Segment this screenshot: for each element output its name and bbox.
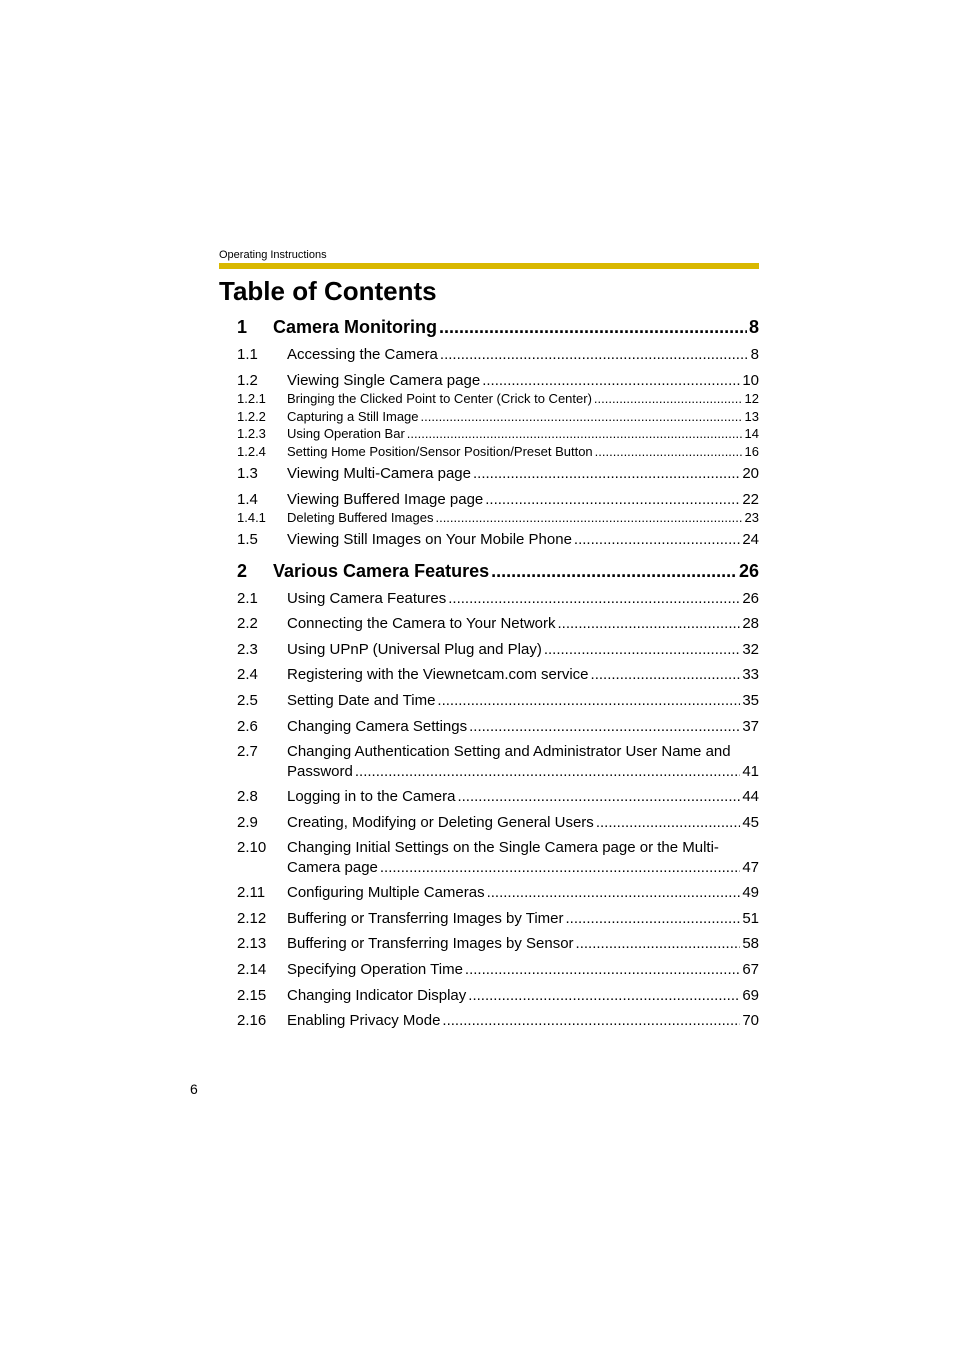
toc-entry[interactable] (237, 346, 759, 363)
chapter-number: 1 (237, 317, 248, 337)
entry-page: 28 (742, 615, 759, 632)
entry-number: 1.4.1 (237, 510, 266, 525)
dot-leader (594, 391, 743, 406)
entry-title: Configuring Multiple Cameras (287, 884, 485, 901)
dot-leader (469, 718, 740, 735)
entry-title: Enabling Privacy Mode (287, 1012, 441, 1029)
running-header: Operating Instructions (219, 249, 327, 261)
entry-number: 1.1 (237, 346, 258, 363)
dot-leader (574, 531, 740, 548)
dot-leader (465, 961, 740, 978)
dot-leader (482, 372, 740, 389)
entry-title: Using Camera Features (287, 590, 447, 607)
toc-subentry[interactable] (237, 409, 759, 424)
entry-title: Viewing Still Images on Your Mobile Phone (287, 531, 572, 548)
entry-number: 1.2.2 (237, 409, 266, 424)
dot-leader (407, 426, 743, 441)
toc-entry[interactable] (237, 615, 759, 632)
toc-subentry[interactable] (237, 391, 759, 406)
toc-entry[interactable] (237, 491, 759, 508)
toc-entry[interactable] (237, 718, 759, 735)
entry-title-line2: Password (287, 763, 353, 780)
entry-page: 32 (742, 641, 759, 658)
chapter-number: 2 (237, 561, 248, 581)
toc-entry[interactable] (237, 910, 759, 927)
entry-number: 2.12 (237, 910, 267, 927)
entry-page: 49 (742, 884, 759, 901)
toc-entry[interactable] (237, 372, 759, 389)
entry-page: 12 (744, 391, 759, 406)
entry-title: Specifying Operation Time (287, 961, 463, 978)
toc-entry[interactable] (237, 1012, 759, 1029)
entry-title: Changing Indicator Display (287, 987, 467, 1004)
toc-entry[interactable] (237, 814, 759, 831)
chapter-title: Various Camera Features (273, 561, 490, 581)
entry-number: 2.11 (237, 884, 266, 901)
dot-leader (485, 491, 740, 508)
toc-entry[interactable] (237, 692, 759, 709)
dot-leader (435, 510, 742, 525)
entry-title: Capturing a Still Image (287, 409, 419, 424)
entry-title: Logging in to the Camera (287, 788, 456, 805)
page-title: Table of Contents (219, 276, 437, 306)
entry-title: Setting Date and Time (287, 692, 436, 709)
entry-title: Viewing Single Camera page (287, 372, 481, 389)
toc-subentry[interactable] (237, 426, 759, 441)
dot-leader (473, 465, 740, 482)
dot-leader (591, 666, 741, 683)
entry-number: 2.4 (237, 666, 258, 683)
toc-entry[interactable] (237, 641, 759, 658)
dot-leader (566, 910, 741, 927)
entry-page: 23 (744, 510, 759, 525)
entry-number: 1.3 (237, 465, 258, 482)
entry-number: 2.16 (237, 1012, 267, 1029)
entry-number: 2.10 (237, 839, 267, 856)
chapter-page: 26 (738, 561, 759, 581)
entry-number: 2.7 (237, 743, 258, 760)
toc-entry[interactable] (237, 788, 759, 805)
dot-leader (457, 788, 740, 805)
dot-leader (557, 615, 740, 632)
entry-number: 1.2.3 (237, 426, 266, 441)
entry-page: 22 (742, 491, 759, 508)
dot-leader (437, 692, 740, 709)
chapter-title: Camera Monitoring (273, 317, 438, 337)
entry-title: Registering with the Viewnetcam.com service (287, 666, 589, 683)
page-number: 6 (190, 1081, 198, 1097)
dot-leader (596, 814, 741, 831)
entry-page: 33 (742, 666, 759, 683)
entry-title: Buffering or Transferring Images by Sensor (287, 935, 574, 952)
toc-entry[interactable] (237, 465, 759, 482)
entry-page: 51 (742, 910, 759, 927)
entry-page: 24 (742, 531, 759, 548)
entry-number: 2.1 (237, 590, 258, 607)
entry-title: Buffering or Transferring Images by Timer (287, 910, 564, 927)
entry-number: 1.2.4 (237, 444, 266, 459)
entry-number: 2.3 (237, 641, 258, 658)
toc-chapter[interactable] (237, 317, 759, 338)
entry-title: Using UPnP (Universal Plug and Play) (287, 641, 542, 658)
entry-title: Connecting the Camera to Your Network (287, 615, 556, 632)
entry-page: 10 (742, 372, 759, 389)
entry-number: 1.2 (237, 372, 258, 389)
toc-entry[interactable] (237, 531, 759, 548)
entry-page: 58 (742, 935, 759, 952)
dot-leader (380, 859, 740, 876)
entry-page: 44 (742, 788, 759, 805)
dot-leader (595, 444, 743, 459)
entry-number: 2.9 (237, 814, 258, 831)
entry-title: Creating, Modifying or Deleting General Users (287, 814, 594, 831)
dot-leader (468, 987, 740, 1004)
toc-entry[interactable] (237, 961, 759, 978)
entry-title: Viewing Multi-Camera page (287, 465, 471, 482)
toc-subentry[interactable] (237, 510, 759, 525)
toc-subentry[interactable] (237, 444, 759, 459)
entry-page: 8 (750, 346, 759, 363)
entry-number: 1.5 (237, 531, 258, 548)
entry-title: Changing Camera Settings (287, 718, 468, 735)
entry-page: 37 (742, 718, 759, 735)
dot-leader (576, 935, 741, 952)
toc-entry[interactable] (237, 666, 759, 683)
dot-leader (487, 884, 741, 901)
entry-page: 41 (742, 763, 759, 780)
entry-title: Viewing Buffered Image page (287, 491, 484, 508)
entry-page: 67 (742, 961, 759, 978)
entry-page: 26 (742, 590, 759, 607)
entry-number: 2.15 (237, 987, 267, 1004)
entry-page: 35 (742, 692, 759, 709)
entry-page: 69 (742, 987, 759, 1004)
toc-entry[interactable] (237, 590, 759, 607)
dot-leader (491, 561, 737, 582)
entry-number: 1.4 (237, 491, 258, 508)
dot-leader (440, 346, 749, 363)
toc-entry[interactable] (237, 935, 759, 952)
dot-leader (448, 590, 740, 607)
entry-title-line2: Camera page (287, 859, 378, 876)
chapter-page: 8 (748, 317, 759, 337)
entry-title-line1: Changing Initial Settings on the Single Camera page or the Multi- (287, 839, 719, 856)
toc-entry[interactable] (237, 987, 759, 1004)
entry-number: 2.14 (237, 961, 267, 978)
entry-number: 2.6 (237, 718, 258, 735)
entry-page: 16 (744, 444, 759, 459)
header-rule (219, 263, 759, 269)
entry-page: 45 (742, 814, 759, 831)
entry-title: Setting Home Position/Sensor Position/Preset Button (287, 444, 593, 459)
dot-leader (442, 1012, 740, 1029)
entry-page: 20 (742, 465, 759, 482)
entry-page: 13 (744, 409, 759, 424)
entry-number: 2.2 (237, 615, 258, 632)
toc-entry[interactable] (237, 884, 759, 901)
entry-page: 14 (744, 426, 759, 441)
entry-title: Bringing the Clicked Point to Center (Crick to Center) (287, 391, 592, 406)
entry-title-line1: Changing Authentication Setting and Administrator User Name and (287, 743, 731, 760)
entry-number: 1.2.1 (237, 391, 266, 406)
entry-number: 2.5 (237, 692, 258, 709)
dot-leader (439, 317, 747, 338)
entry-page: 47 (742, 859, 759, 876)
dot-leader (355, 763, 740, 780)
entry-number: 2.13 (237, 935, 267, 952)
entry-title: Deleting Buffered Images (287, 510, 434, 525)
entry-number: 2.8 (237, 788, 258, 805)
entry-title: Accessing the Camera (287, 346, 438, 363)
entry-page: 70 (742, 1012, 759, 1029)
toc-chapter[interactable] (237, 561, 759, 582)
dot-leader (544, 641, 740, 658)
dot-leader (421, 409, 743, 424)
entry-title: Using Operation Bar (287, 426, 405, 441)
